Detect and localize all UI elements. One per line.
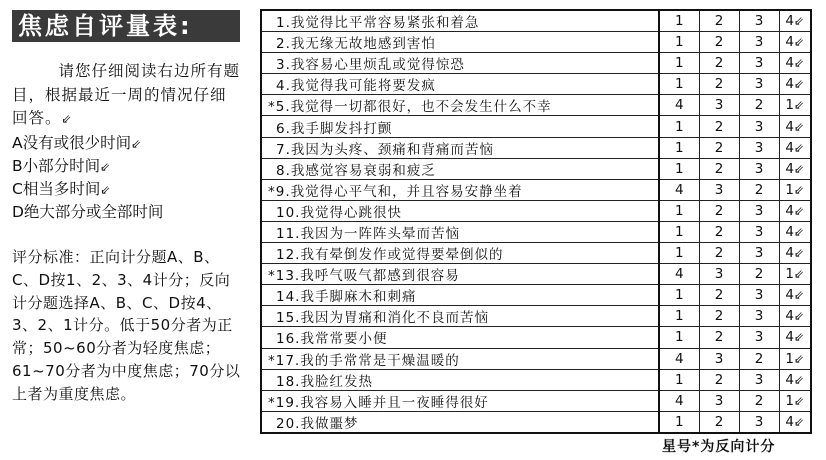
score-option[interactable]: 4 — [659, 95, 699, 116]
question-text: 2.我无缘无故地感到害怕 — [261, 32, 659, 53]
question-row — [261, 411, 811, 433]
score-option[interactable]: 4⇙ — [779, 74, 811, 95]
check-mark-icon: ⇙ — [794, 246, 805, 261]
score-option[interactable]: 3 — [739, 200, 779, 221]
score-option[interactable]: 1 — [659, 327, 699, 348]
score-option[interactable]: 2 — [699, 10, 739, 32]
option-a: A没有或很少时间⇙ — [12, 133, 142, 152]
score-option[interactable]: 3 — [699, 95, 739, 116]
question-row — [261, 264, 811, 285]
question-text: 11.我因为一阵阵头晕而苦恼 — [261, 221, 659, 242]
score-option[interactable]: 4⇙ — [779, 158, 811, 179]
question-row — [261, 158, 811, 179]
score-option[interactable]: 2 — [699, 285, 739, 306]
question-text: *5.我觉得一切都很好，也不会发生什么不幸 — [261, 95, 659, 116]
scale-title: 焦虑自评量表: — [12, 10, 240, 42]
score-option[interactable]: 4⇙ — [779, 32, 811, 53]
score-option[interactable]: 1⇙ — [779, 95, 811, 116]
score-option[interactable]: 2 — [739, 264, 779, 285]
questionnaire-table — [260, 9, 812, 434]
score-option[interactable]: 2 — [739, 348, 779, 369]
score-option[interactable]: 1 — [659, 74, 699, 95]
score-option[interactable]: 4⇙ — [779, 221, 811, 242]
score-option[interactable]: 4 — [659, 348, 699, 369]
score-option[interactable]: 2 — [739, 179, 779, 200]
question-row — [261, 116, 811, 137]
score-option[interactable]: 2 — [699, 32, 739, 53]
option-b: B小部分时间⇙ — [12, 156, 111, 175]
question-row — [261, 306, 811, 327]
question-row — [261, 137, 811, 158]
option-d: D绝大部分或全部时间 — [12, 202, 164, 221]
check-mark-icon: ⇙ — [794, 372, 805, 387]
check-mark-icon: ⇙ — [794, 56, 805, 71]
score-option[interactable]: 1 — [659, 243, 699, 264]
check-mark-icon: ⇙ — [794, 161, 805, 176]
score-option[interactable]: 4⇙ — [779, 411, 811, 433]
question-row — [261, 390, 811, 411]
score-option[interactable]: 2 — [699, 200, 739, 221]
question-text: *13.我呼气吸气都感到很容易 — [261, 264, 659, 285]
score-option[interactable]: 4⇙ — [779, 369, 811, 390]
score-option[interactable]: 1 — [659, 32, 699, 53]
score-option[interactable]: 2 — [699, 369, 739, 390]
footnote: 星号*为反向计分 — [662, 439, 776, 455]
score-option[interactable]: 2 — [699, 221, 739, 242]
score-option[interactable]: 3 — [739, 10, 779, 32]
question-text: 1.我觉得比平常容易紧张和着急 — [261, 10, 659, 32]
question-text: *17.我的手常常是干燥温暖的 — [261, 348, 659, 369]
score-option[interactable]: 4⇙ — [779, 285, 811, 306]
instruction-text: 请您仔细阅读右边所有题目，根据最近一周的情况仔细回答。⇙ — [12, 62, 241, 127]
check-mark-icon: ⇙ — [794, 330, 805, 345]
score-option[interactable]: 2 — [699, 158, 739, 179]
check-mark-icon: ⇙ — [794, 267, 805, 282]
score-option[interactable]: 3 — [699, 264, 739, 285]
question-row — [261, 200, 811, 221]
check-mark-icon: ⇙ — [100, 182, 111, 197]
check-mark-icon: ⇙ — [794, 14, 805, 29]
check-mark-icon: ⇙ — [100, 159, 111, 174]
score-option[interactable]: 4⇙ — [779, 137, 811, 158]
instructions — [12, 60, 242, 223]
score-option[interactable]: 3 — [739, 53, 779, 74]
check-mark-icon: ⇙ — [61, 112, 73, 126]
check-mark-icon: ⇙ — [794, 119, 805, 134]
question-text: 7.我因为头疼、颈痛和背痛而苦恼 — [261, 137, 659, 158]
question-text: *9.我觉得心平气和，并且容易安静坐着 — [261, 179, 659, 200]
question-text: 6.我手脚发抖打颤 — [261, 116, 659, 137]
score-option[interactable]: 1 — [659, 137, 699, 158]
check-mark-icon: ⇙ — [794, 98, 805, 113]
score-option[interactable]: 3 — [699, 390, 739, 411]
score-option[interactable]: 4 — [659, 179, 699, 200]
score-option[interactable]: 1 — [659, 10, 699, 32]
check-mark-icon: ⇙ — [794, 35, 805, 50]
score-option[interactable]: 4 — [659, 264, 699, 285]
score-option[interactable]: 4⇙ — [779, 200, 811, 221]
score-option[interactable]: 4 — [659, 390, 699, 411]
check-mark-icon: ⇙ — [794, 182, 805, 197]
score-option[interactable]: 1⇙ — [779, 390, 811, 411]
score-option[interactable]: 3 — [739, 327, 779, 348]
score-option[interactable]: 3 — [739, 411, 779, 433]
score-option[interactable]: 1 — [659, 158, 699, 179]
question-text: 4.我觉得我可能将要发疯 — [261, 74, 659, 95]
score-option[interactable]: 3 — [739, 221, 779, 242]
check-mark-icon: ⇙ — [794, 140, 805, 155]
check-mark-icon: ⇙ — [794, 309, 805, 324]
option-c: C相当多时间⇙ — [12, 179, 111, 198]
question-row — [261, 348, 811, 369]
question-text: 10.我觉得心跳很快 — [261, 200, 659, 221]
check-mark-icon: ⇙ — [794, 393, 805, 408]
score-option[interactable]: 3 — [699, 348, 739, 369]
score-option[interactable]: 3 — [699, 179, 739, 200]
scoring-standard — [12, 246, 244, 406]
score-option[interactable]: 1 — [659, 306, 699, 327]
score-option[interactable]: 4⇙ — [779, 116, 811, 137]
score-option[interactable]: 2 — [699, 137, 739, 158]
score-option[interactable]: 1⇙ — [779, 179, 811, 200]
score-option[interactable]: 3 — [739, 116, 779, 137]
score-option[interactable]: 4⇙ — [779, 243, 811, 264]
score-option[interactable]: 1 — [659, 53, 699, 74]
score-option[interactable]: 2 — [699, 411, 739, 433]
score-option[interactable]: 2 — [699, 243, 739, 264]
score-option[interactable]: 1 — [659, 200, 699, 221]
question-row — [261, 327, 811, 348]
check-mark-icon: ⇙ — [794, 77, 805, 92]
check-mark-icon: ⇙ — [131, 136, 142, 151]
score-option[interactable]: 3 — [739, 74, 779, 95]
score-option[interactable]: 3 — [739, 158, 779, 179]
question-row — [261, 285, 811, 306]
question-text: 14.我手脚麻木和刺痛 — [261, 285, 659, 306]
score-option[interactable]: 2 — [699, 306, 739, 327]
question-text: 20.我做噩梦 — [261, 411, 659, 433]
question-row — [261, 53, 811, 74]
score-option[interactable]: 1⇙ — [779, 264, 811, 285]
score-option[interactable]: 2 — [699, 74, 739, 95]
score-option[interactable]: 3 — [739, 32, 779, 53]
question-row — [261, 32, 811, 53]
scoring-head: 评分标准： — [12, 248, 90, 266]
score-option[interactable]: 3 — [739, 137, 779, 158]
score-option[interactable]: 4⇙ — [779, 306, 811, 327]
score-option[interactable]: 1 — [659, 116, 699, 137]
question-text: 3.我容易心里烦乱或觉得惊恐 — [261, 53, 659, 74]
question-row — [261, 369, 811, 390]
check-mark-icon: ⇙ — [794, 224, 805, 239]
question-row — [261, 179, 811, 200]
question-row — [261, 221, 811, 242]
score-option[interactable]: 1⇙ — [779, 348, 811, 369]
score-option[interactable]: 1 — [659, 369, 699, 390]
check-mark-icon: ⇙ — [794, 203, 805, 218]
score-option[interactable]: 2 — [739, 95, 779, 116]
question-text: *19.我容易入睡并且一夜睡得很好 — [261, 390, 659, 411]
score-option[interactable]: 3 — [739, 243, 779, 264]
score-option[interactable]: 1 — [659, 285, 699, 306]
score-option[interactable]: 1 — [659, 411, 699, 433]
score-option[interactable]: 2 — [699, 53, 739, 74]
question-text: 8.我感觉容易衰弱和疲乏 — [261, 158, 659, 179]
score-option[interactable]: 4⇙ — [779, 327, 811, 348]
score-option[interactable]: 3 — [739, 285, 779, 306]
score-option[interactable]: 1 — [659, 221, 699, 242]
question-row — [261, 10, 811, 32]
score-option[interactable]: 2 — [699, 327, 739, 348]
question-text: 15.我因为胃痛和消化不良而苦恼 — [261, 306, 659, 327]
question-text: 16.我常常要小便 — [261, 327, 659, 348]
check-mark-icon: ⇙ — [794, 288, 805, 303]
score-option[interactable]: 3 — [739, 369, 779, 390]
check-mark-icon: ⇙ — [794, 351, 805, 366]
score-option[interactable]: 4⇙ — [779, 53, 811, 74]
scoring-body: 正向计分题A、B、C、D按1、2、3、4计分；反向计分题选择A、B、C、D按4、3、2、1计分。低于50分者为正常；50~60分者为轻度焦虑；61~70分者为中度焦虑；70分以上者为重度焦虑。 — [12, 248, 241, 403]
question-text: 18.我脸红发热 — [261, 369, 659, 390]
question-row — [261, 243, 811, 264]
score-option[interactable]: 3 — [739, 306, 779, 327]
question-row — [261, 74, 811, 95]
score-option[interactable]: 2 — [739, 390, 779, 411]
score-option[interactable]: 4⇙ — [779, 10, 811, 32]
question-row — [261, 95, 811, 116]
score-option[interactable]: 2 — [699, 116, 739, 137]
check-mark-icon: ⇙ — [794, 414, 805, 429]
question-text: 12.我有晕倒发作或觉得要晕倒似的 — [261, 243, 659, 264]
